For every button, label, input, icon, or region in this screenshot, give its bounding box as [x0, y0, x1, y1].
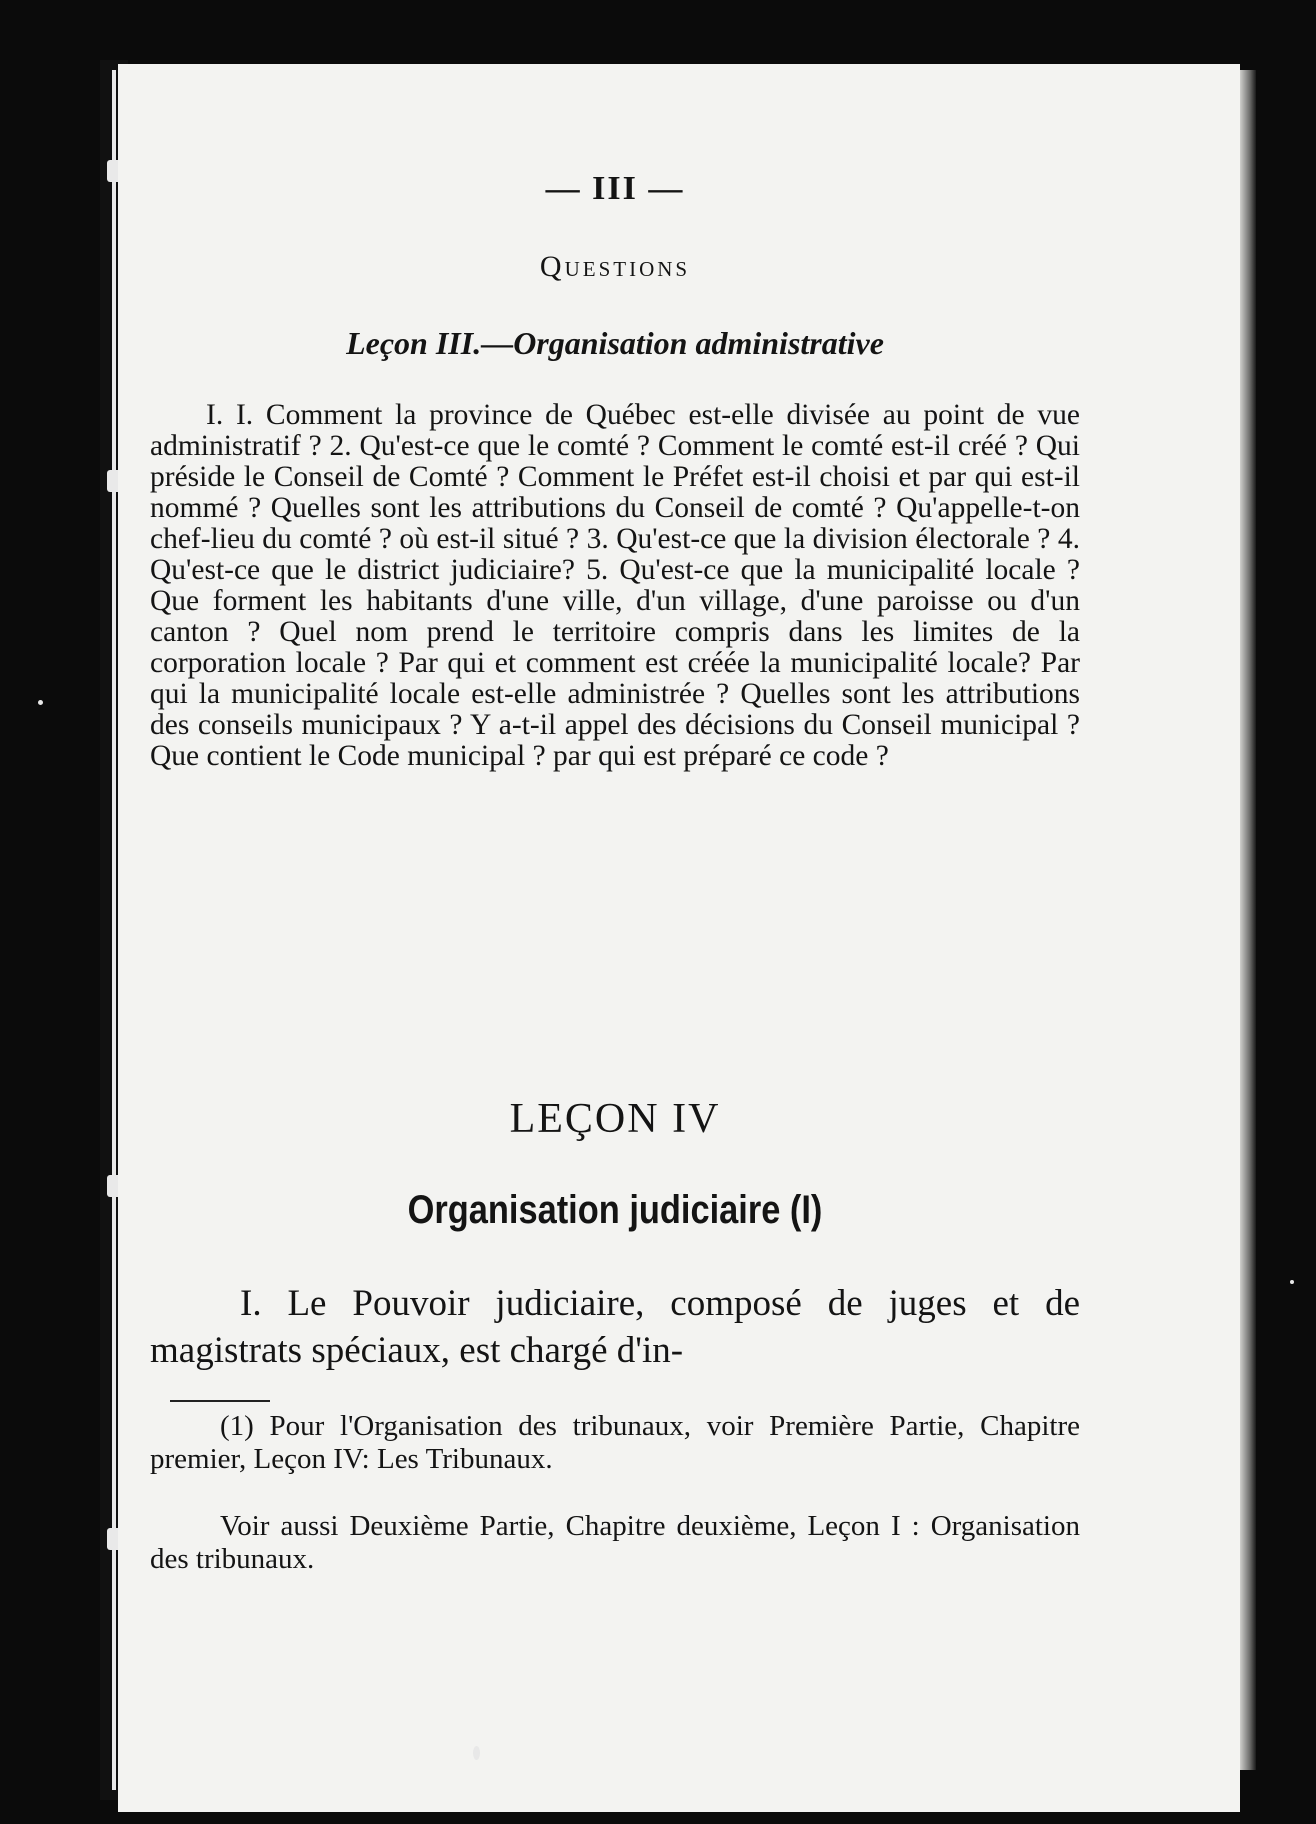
lesson-heading: LEÇON IV	[509, 1096, 721, 1142]
scan-speck	[38, 700, 43, 705]
scan-speck	[1290, 1280, 1294, 1284]
lesson-title: Organisation judiciaire (I)	[407, 1188, 823, 1232]
questions-subtitle: Leçon III.—Organisation administrative	[346, 325, 884, 361]
body-paragraph: I. Le Pouvoir judiciaire, composé de juges et de magistrats spéciaux, est chargé d'in-	[150, 1283, 1080, 1371]
footnote-2: Voir aussi Deuxième Partie, Chapitre deuxième, Leçon I : Organisation des tribunaux.	[150, 1510, 1080, 1575]
questions-paragraph: I. I. Comment la province de Québec est-elle divisée au point de vue administratif ? 2. Qu'est-ce que le comté ? Comment le comté est-il créé ? Qui préside le Conseil de Comté ? Comment le Préfet est-il choisi et par qui est-il nommé ? Quelles sont les attributions du Conseil de comté ? Qu'appelle-t-on chef-lieu du comté ? où est-il situé ? 3. Qu'est-ce que la division électorale ? 4. Qu'est-ce que le district judiciaire? 5. Qu'est-ce que la municipalité locale ? Que forment les habitants d'une ville, d'un village, d'une paroisse ou d'un canton ? Quel nom prend le territoire compris dans les limites de la corporation locale ? Par qui et comment est créée la municipalité locale? Par qui la municipalité locale est-elle administrée ? Quelles sont les attributions des conseils municipaux ? Y a-t-il appel des décisions du Conseil municipal ? Que contient le Code municipal ? par qui est préparé ce code ?	[150, 399, 1080, 772]
footnote-1: (1) Pour l'Organisation des tribunaux, voir Première Partie, Chapitre premier, Leçon IV: Les Tribunaux.	[150, 1410, 1080, 1475]
page-number: — III —	[545, 170, 685, 207]
scan-speck	[473, 1746, 480, 1760]
footnote-divider	[170, 1400, 270, 1402]
page-edge-shadow	[1240, 70, 1256, 1770]
questions-heading: Questions	[539, 250, 691, 283]
